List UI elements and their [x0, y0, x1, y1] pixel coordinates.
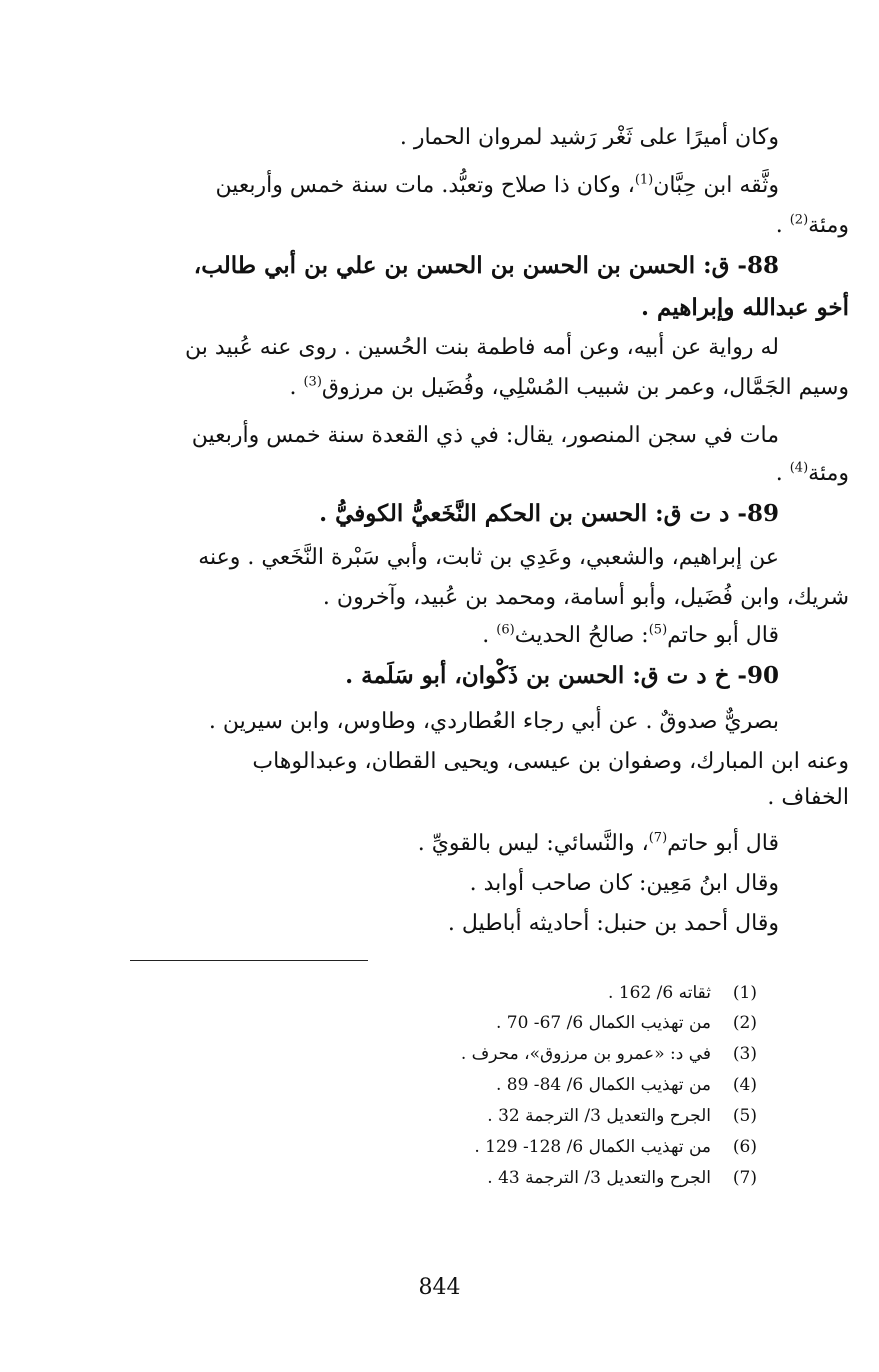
text-line: مات في سجن المنصور، يقال: في ذي القعدة سنة خمس وأربعين [191, 423, 779, 448]
footnote [100, 978, 757, 1008]
entry-heading-89: 89- د ت ق: الحسن بن الحكم النَّخَعيُّ الكوفيُّ . [319, 500, 779, 527]
footnote-number: (3) [732, 1044, 757, 1064]
footnote-number: (7) [732, 1168, 757, 1188]
footnote-text: الجرح والتعديل 3/ الترجمة 32 . [487, 1106, 711, 1126]
footnote-text: الجرح والتعديل 3/ الترجمة 43 . [487, 1168, 711, 1188]
footnote [100, 1008, 757, 1038]
text-line: بصريٌّ صدوقٌ . عن أبي رجاء العُطاردي، وطاوس، وابن سيرين . [208, 709, 779, 734]
text-line: وقال ابنُ مَعِين: كان صاحب أوابد . [469, 871, 779, 896]
entry-heading-88: 88- ق: الحسن بن الحسن بن الحسن بن علي بن أبي طالب، [193, 252, 779, 279]
text-line: وثَّقه ابن حِبَّان$^{(1)}$، وكان ذا صلاح وتعبُّد. مات سنة خمس وأربعين [215, 172, 779, 198]
footnote-text: من تهذيب الكمال 6/ 128- 129 . [474, 1137, 711, 1157]
text-line: الخفاف . [767, 785, 849, 810]
footnote-ref: (7) [648, 830, 668, 846]
footnote-ref: (6) [496, 622, 515, 638]
footnote-text: من تهذيب الكمال 6/ 67- 70 . [495, 1013, 711, 1033]
text-line: وعنه ابن المبارك، وصفوان بن عيسى، ويحيى القطان، وعبدالوهاب [252, 749, 849, 774]
text-line: له رواية عن أبيه، وعن أمه فاطمة بنت الحُسين . روى عنه عُبيد بن [185, 335, 779, 360]
footnote-number: (2) [732, 1013, 757, 1033]
footnote-number: (4) [732, 1075, 757, 1095]
text-line: عن إبراهيم، والشعبي، وعَدِي بن ثابت، وأبي سَبْرة النَّخَعي . وعنه [198, 545, 779, 570]
entry-heading-88-cont: أخو عبدالله وإبراهيم . [641, 294, 849, 321]
footnote-ref: (1) [634, 172, 654, 188]
text-line: ومئة$^{(2)}$ . [775, 212, 849, 238]
footnote-separator [130, 960, 368, 961]
footnote-text: ثقاته 6/ 162 . [608, 983, 711, 1003]
text-line: ومئة$^{(4)}$ . [775, 460, 849, 486]
text-line: قال أبو حاتم$^{(7)}$، والنَّسائي: ليس بالقويِّ . [417, 830, 779, 856]
footnote-number: (6) [732, 1137, 757, 1157]
footnote-text: في د: «عمرو بن مرزوق»، محرف . [460, 1044, 711, 1064]
footnote-ref: (3) [303, 374, 322, 390]
footnote [100, 1101, 757, 1131]
footnote [100, 1070, 757, 1100]
page-number: 844 [418, 1275, 461, 1300]
footnote [100, 1163, 757, 1193]
footnote-ref: (2) [789, 212, 809, 228]
footnote-ref: (4) [789, 460, 809, 476]
text-line: قال أبو حاتم$^{(5)}$: صالحُ الحديث$^{(6)}$ . [482, 622, 779, 648]
footnote [100, 1132, 757, 1162]
text-line: وكان أميرًا على ثَغْر رَشيد لمروان الحمار . [399, 125, 779, 150]
footnote-text: من تهذيب الكمال 6/ 84- 89 . [495, 1075, 711, 1095]
footnote-number: (5) [732, 1106, 757, 1126]
footnote-number: (1) [732, 983, 757, 1003]
footnote [100, 1039, 757, 1069]
footnote-ref: (5) [648, 622, 668, 638]
entry-heading-90: 90- خ د ت ق: الحسن بن ذَكْوان، أبو سَلَمة . [345, 662, 779, 689]
text-line: وسيم الجَمَّال، وعمر بن شبيب المُسْلِي، وفُضَيل بن مرزوق$^{(3)}$ . [289, 374, 849, 400]
text-line: وقال أحمد بن حنبل: أحاديثه أباطيل . [447, 911, 779, 936]
text-line: شريك، وابن فُضَيل، وأبو أسامة، ومحمد بن عُبيد، وآخرون . [322, 585, 849, 610]
